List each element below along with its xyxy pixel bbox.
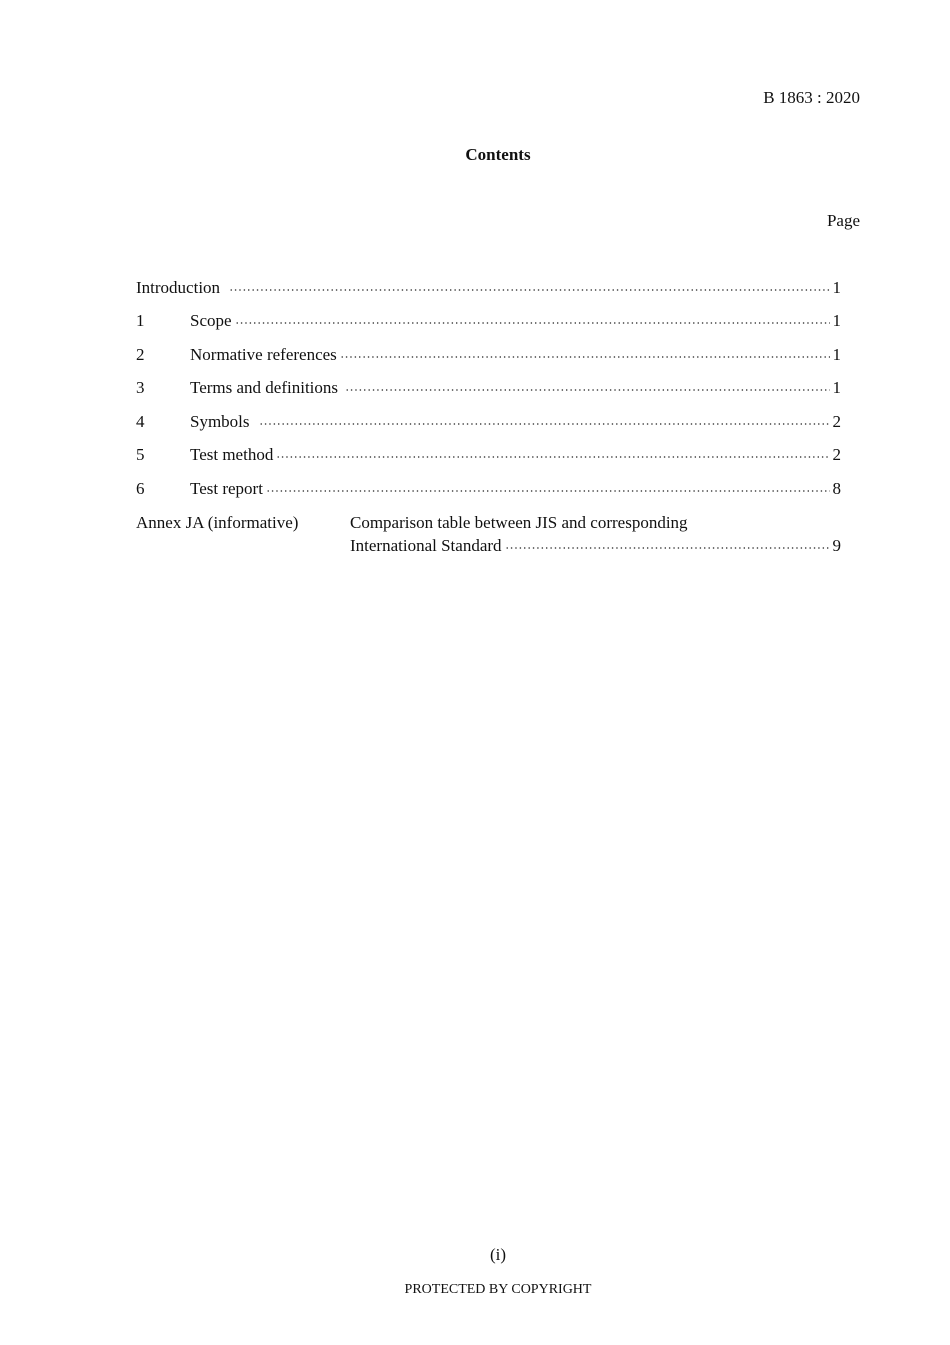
toc-title: Test report (190, 479, 263, 498)
copyright-notice: PROTECTED BY COPYRIGHT (404, 1282, 592, 1297)
toc-page: 2 (832, 445, 841, 464)
page-column-label: Page (826, 211, 860, 230)
dot-leader (259, 411, 830, 433)
toc-title: Terms and definitions (190, 378, 339, 397)
toc-page: 1 (832, 278, 841, 297)
dot-leader (229, 277, 829, 299)
toc-title: Symbols (190, 412, 250, 431)
toc-entry[interactable] (136, 310, 841, 332)
toc-title: Scope (190, 311, 232, 330)
dot-leader (235, 310, 830, 332)
toc-page: 9 (832, 536, 841, 555)
dot-leader (266, 478, 830, 500)
toc-page: 1 (832, 311, 841, 330)
dot-leader (345, 377, 829, 399)
dot-leader (505, 535, 830, 557)
toc-entry[interactable] (136, 344, 841, 366)
dot-leader (340, 344, 830, 366)
toc-number: 3 (136, 378, 145, 397)
toc-title: Normative references (190, 345, 337, 364)
toc-number: 4 (136, 412, 145, 431)
toc-entry-annex[interactable] (350, 535, 841, 557)
toc-number: 5 (136, 445, 145, 464)
annex-title-line1[interactable]: Comparison table between JIS and corresponding (350, 513, 688, 532)
toc-title: Test method (190, 445, 274, 464)
dot-leader (276, 444, 829, 466)
toc-page: 1 (832, 345, 841, 364)
toc-entry[interactable] (136, 444, 841, 466)
standard-number: B 1863 : 2020 (763, 88, 860, 107)
page-title: Contents (465, 145, 531, 164)
toc-entry[interactable] (136, 411, 841, 433)
toc-entry-introduction[interactable] (136, 277, 841, 299)
toc-entry[interactable] (136, 377, 841, 399)
annex-label: Annex JA (informative) (136, 513, 299, 532)
toc-page: 2 (832, 412, 841, 431)
toc-entry[interactable] (136, 478, 841, 500)
toc-title: Introduction (136, 278, 221, 297)
toc-number: 2 (136, 345, 145, 364)
annex-title-line2: International Standard (350, 536, 502, 555)
page-number: (i) (489, 1245, 507, 1264)
toc-number: 1 (136, 311, 145, 330)
toc-number: 6 (136, 479, 145, 498)
toc-page: 1 (832, 378, 841, 397)
toc-page: 8 (832, 479, 841, 498)
